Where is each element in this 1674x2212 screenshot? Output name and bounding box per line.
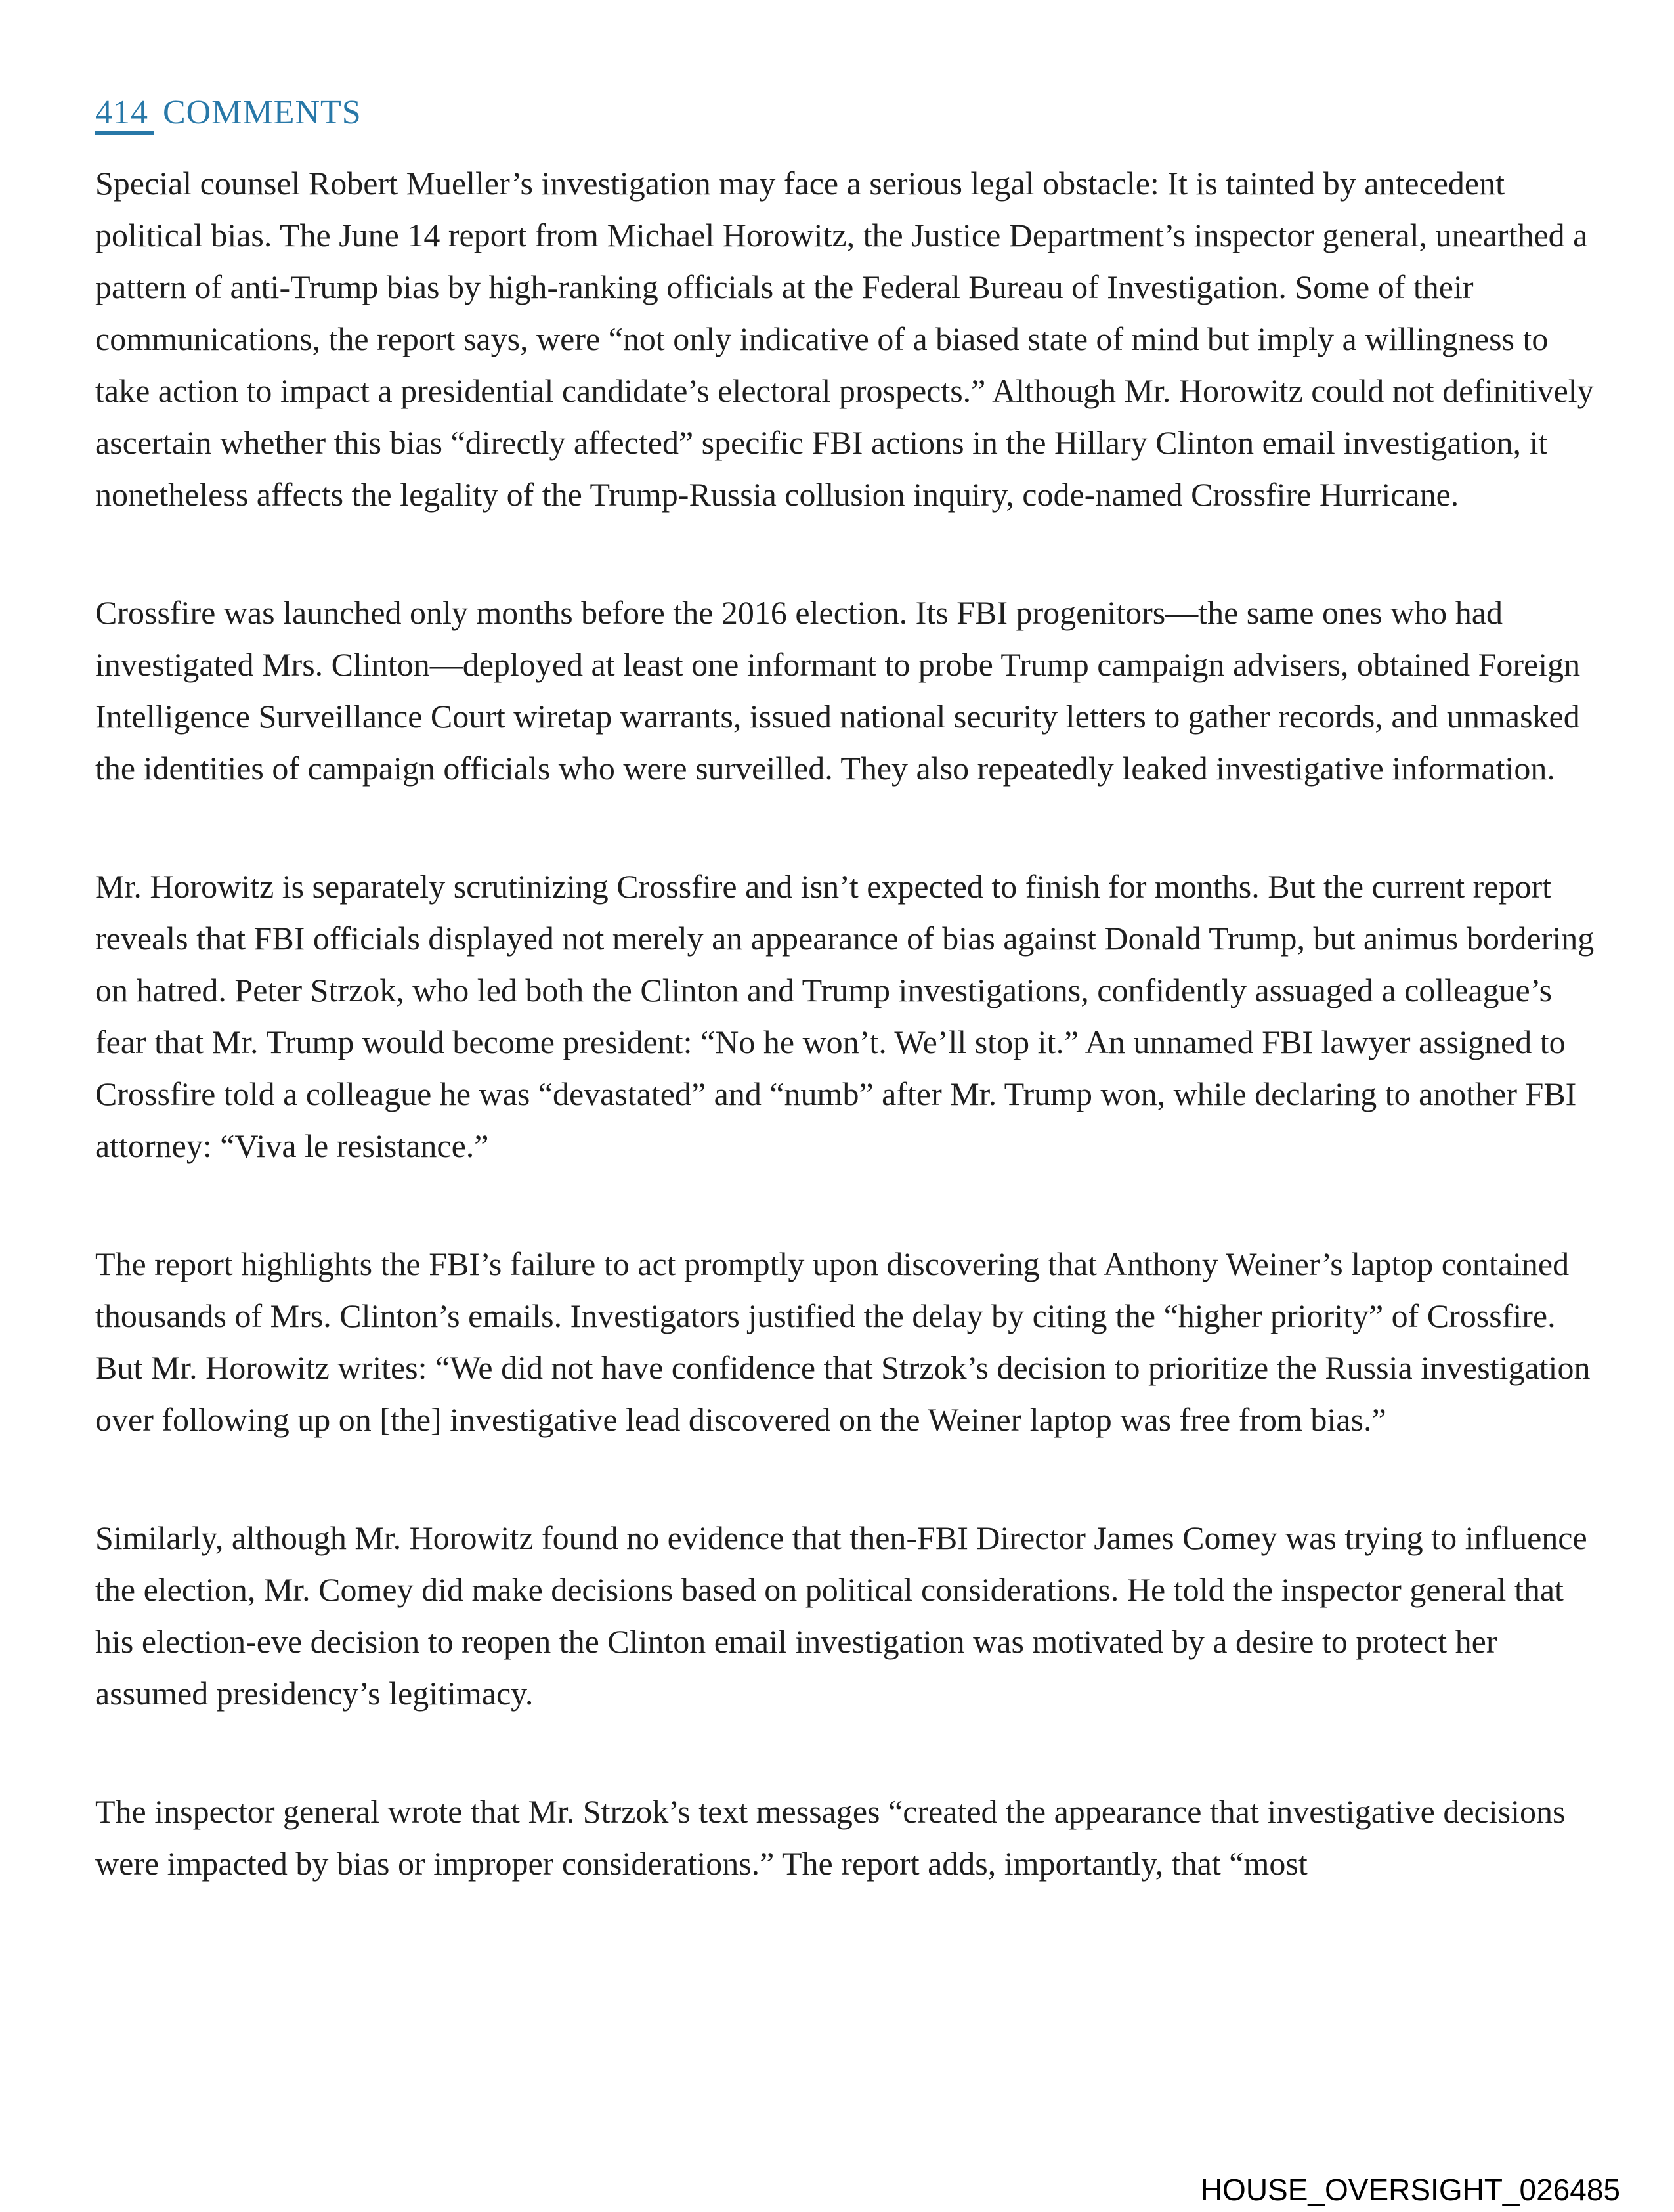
paragraph: Crossfire was launched only months before the 2016 election. Its FBI progenitors—the same ones who had investigated Mrs. Clinton—deployed at least one informant to probe Trump campaign advisers, obtained Foreign Intelligence Surveillance Court wiretap warrants, issued national security letters to gather records, and unmasked the identities of campaign officials who were surveilled. They also repeatedly leaked investigative information. (95, 594, 1581, 787)
comments-label: COMMENTS (163, 94, 362, 131)
paragraph: Similarly, although Mr. Horowitz found no evidence that then-FBI Director James Comey was trying to influence the election, Mr. Comey did make decisions based on political considerations. He told the inspector general that his election-eve decision to reopen the Clinton email investigation was motivated by a desire to protect her assumed presidency’s legitimacy. (95, 1519, 1587, 1712)
paragraph: The inspector general wrote that Mr. Strzok’s text messages “created the appearance that investigative decisions were impacted by bias or improper considerations.” The report adds, importantly, that “most (95, 1792, 1566, 1882)
paragraph: The report highlights the FBI’s failure to act promptly upon discovering that Anthony Weiner’s laptop contained thousands of Mrs. Clinton’s emails. Investigators justified the delay by citing the “higher priority” of Crossfire. But Mr. Horowitz writes: “We did not have confidence that Strzok’s decision to prioritize the Russia investigation over following up on [the] investigative lead discovered on the Weiner laptop was free from bias.” (95, 1245, 1591, 1438)
bates-stamp: HOUSE_OVERSIGHT_026485 (1200, 2173, 1620, 2207)
comments-count: 414 (95, 94, 154, 135)
paragraph: Mr. Horowitz is separately scrutinizing Crossfire and isn’t expected to finish for months. But the current report reveals that FBI officials displayed not merely an appearance of bias against Donald Trump, but animus bordering on hatred. Peter Strzok, who led both the Clinton and Trump investigations, confidently assuaged a colleague’s fear that Mr. Trump would become president: “No he won’t. We’ll stop it.” An unnamed FBI lawyer assigned to Crossfire told a colleague he was “devastated” and “numb” after Mr. Trump won, while declaring to another FBI attorney: “Viva le resistance.” (95, 867, 1595, 1164)
comments-link[interactable] (95, 93, 362, 133)
paragraph: Special counsel Robert Mueller’s investigation may face a serious legal obstacle: It is tainted by antecedent political bias. The June 14 report from Michael Horowitz, the Justice Department’s inspector general, unearthed a pattern of anti-Trump bias by high-ranking officials at the Federal Bureau of Investigation. Some of their communications, the report says, were “not only indicative of a biased state of mind but imply a willingness to take action to impact a presidential candidate’s electoral prospects.” Although Mr. Horowitz could not definitively ascertain whether this bias “directly affected” specific FBI actions in the Hillary Clinton email investigation, it nonetheless affects the legality of the Trump-Russia collusion inquiry, code-named Crossfire Hurricane. (95, 164, 1594, 513)
article-body (95, 158, 1605, 1890)
